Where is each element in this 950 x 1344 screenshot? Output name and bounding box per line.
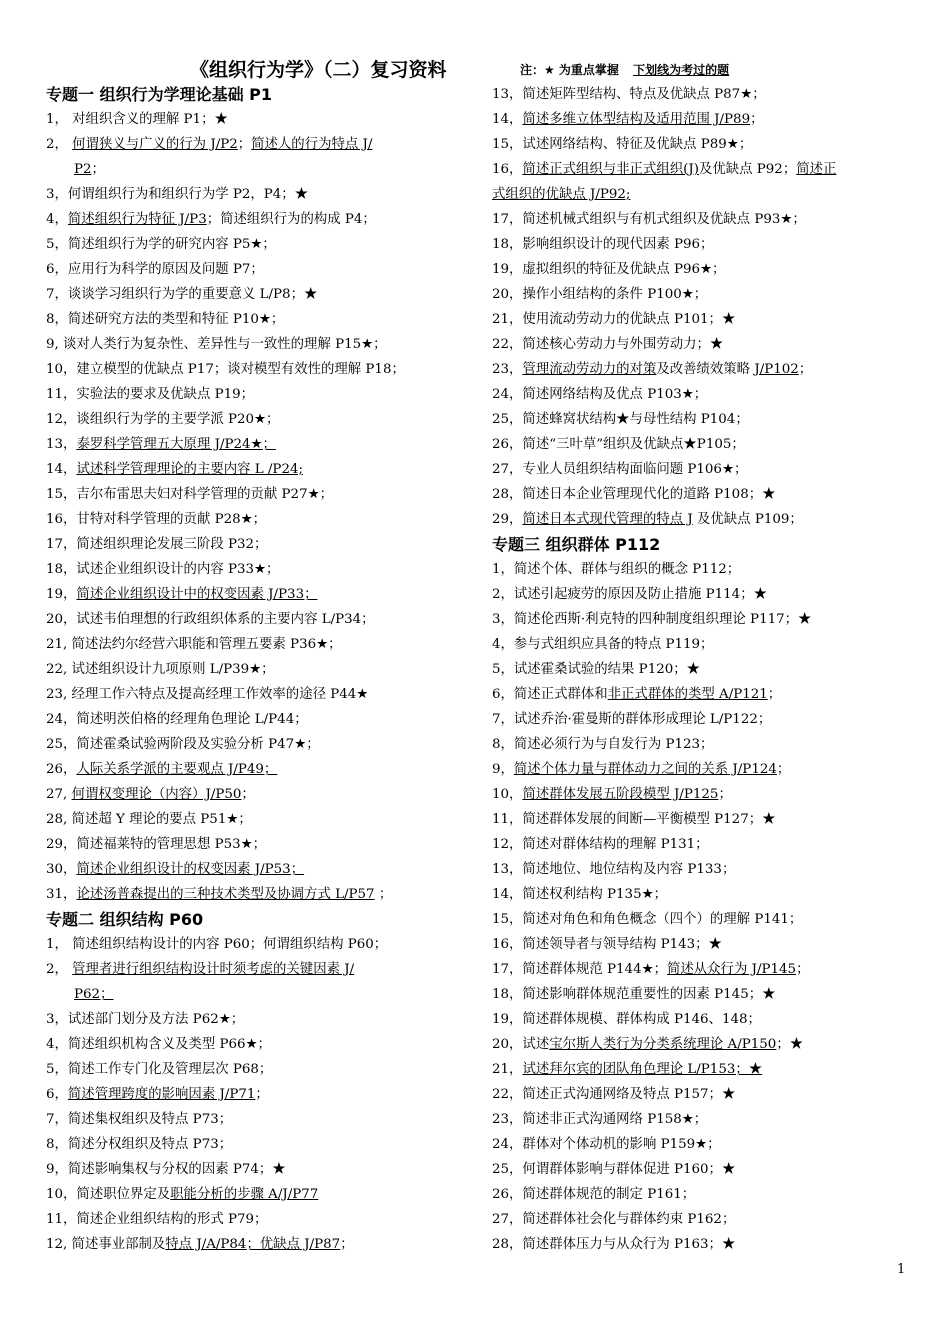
item-text: ；★ <box>776 1037 804 1052</box>
item-text: 2， <box>46 137 73 152</box>
item-text: ； <box>91 162 105 177</box>
list-item <box>46 432 464 457</box>
item-text: 22，简述正式沟通网络及特点 P157；★ <box>492 1087 736 1102</box>
underlined-text: 简述日本式现代管理的特点 J <box>522 512 693 527</box>
list-item <box>46 232 464 257</box>
item-text: 18，试述企业组织设计的内容 P33★； <box>46 562 280 577</box>
list-item <box>46 132 464 157</box>
list-item <box>46 782 464 807</box>
list-item <box>46 1057 464 1082</box>
item-text: ； <box>798 362 813 377</box>
legend-underline-note: 下划线为考过的题 <box>633 63 730 77</box>
item-text: 9， <box>492 762 514 777</box>
item-text: 17，简述组织理论发展三阶段 P32； <box>46 537 268 552</box>
item-text: ； <box>237 137 252 152</box>
item-text: 29， <box>492 512 523 527</box>
item-text: 24，简述网络结构及优点 P103★； <box>492 387 708 402</box>
item-text: 26，简述群体规范的制定 P161； <box>492 1187 696 1202</box>
item-text: 12，简述对群体结构的理解 P131； <box>492 837 709 852</box>
section-heading <box>46 82 464 107</box>
underlined-text: 人际关系学派的主要观点 J/P49； <box>76 762 278 777</box>
item-text: 23，简述非正式沟通网络 P158★； <box>492 1112 708 1127</box>
list-item <box>492 982 912 1007</box>
item-text: 18，影响组织设计的现代因素 P96； <box>492 237 714 252</box>
list-item <box>492 282 912 307</box>
list-item <box>46 482 464 507</box>
item-text: 专题二 组织结构 P60 <box>46 910 204 929</box>
list-item <box>46 1032 464 1057</box>
item-text: 24，简述明茨伯格的经理角色理论 L/P44； <box>46 712 308 727</box>
item-text: 及优缺点 P92； <box>698 162 797 177</box>
list-item <box>492 1057 912 1082</box>
item-text: 16， <box>492 162 523 177</box>
list-item <box>46 632 464 657</box>
list-item <box>46 532 464 557</box>
list-item <box>46 332 464 357</box>
list-item <box>492 257 912 282</box>
item-text: 13，简述地位、地位结构及内容 P133； <box>492 862 736 877</box>
item-text: 15，简述对角色和角色概念（四个）的理解 P141； <box>492 912 803 927</box>
list-item <box>46 182 464 207</box>
item-text: 20，试述 <box>492 1037 550 1052</box>
item-text: 3，简述伦西斯·利克特的四种制度组织理论 P117；★ <box>492 612 812 627</box>
item-text: 17，简述机械式组织与有机式组织及优缺点 P93★； <box>492 212 806 227</box>
list-item <box>46 1007 464 1032</box>
item-text: 21，使用流动劳动力的优缺点 P101；★ <box>492 312 736 327</box>
item-text: 8，简述必须行为与自发行为 P123； <box>492 737 714 752</box>
item-text: 12，谈组织行为学的主要学派 P20★； <box>46 412 280 427</box>
list-item <box>492 207 912 232</box>
item-text: 26， <box>46 762 77 777</box>
item-text: 4，参与式组织应具备的特点 P119； <box>492 637 714 652</box>
list-item <box>492 657 912 682</box>
list-item <box>46 707 464 732</box>
item-text: 专题一 组织行为学理论基础 P1 <box>46 85 273 104</box>
item-text: 4，简述组织机构含义及类型 P66★； <box>46 1037 271 1052</box>
underlined-text: 特点 J/A/P84；优缺点 J/P87 <box>165 1237 341 1252</box>
list-item <box>492 582 912 607</box>
list-item <box>492 857 912 882</box>
section-heading <box>46 907 464 932</box>
left-column <box>46 82 464 1257</box>
item-text: 31， <box>46 887 77 902</box>
list-item <box>46 457 464 482</box>
list-item <box>492 607 912 632</box>
item-text: 7，试述乔治·霍曼斯的群体形成理论 L/P122； <box>492 712 772 727</box>
list-item <box>46 1157 464 1182</box>
right-column <box>492 82 912 1257</box>
underlined-text: 简述从众行为 J/P145 <box>667 962 797 977</box>
item-text: 13，简述矩阵型结构、特点及优缺点 P87★； <box>492 87 766 102</box>
item-text: 9，简述影响集权与分权的因素 P74；★ <box>46 1162 286 1177</box>
item-text: 21， <box>492 1062 523 1077</box>
item-text: 27，简述群体社会化与群体约束 P162； <box>492 1212 736 1227</box>
list-item <box>46 982 464 1007</box>
underlined-text: 何谓狭义与广义的行为 J/P2 <box>72 137 238 152</box>
list-item <box>492 932 912 957</box>
item-text: 22, 试述组织设计九项原则 L/P39★； <box>46 662 275 677</box>
list-item <box>492 682 912 707</box>
item-text: 6，简述正式群体和 <box>492 687 608 702</box>
legend-star-note: 注：★ 为重点掌握 <box>520 63 619 77</box>
list-item <box>492 232 912 257</box>
item-text: 11，简述企业组织结构的形式 P79； <box>46 1212 268 1227</box>
underlined-text: J/P102 <box>754 362 799 377</box>
underlined-text: 简述正式组织与非正式组织(J) <box>522 162 699 177</box>
item-text: 14， <box>492 112 523 127</box>
item-text: 28, 简述超 Y 理论的要点 P51★； <box>46 812 252 827</box>
list-item <box>492 157 912 182</box>
underlined-text: P2 <box>74 162 92 177</box>
list-item <box>492 1107 912 1132</box>
list-item <box>46 357 464 382</box>
underlined-text: 简述群体发展五阶段模型 J/P125 <box>522 787 719 802</box>
list-item <box>492 1032 912 1057</box>
item-text: 4， <box>46 212 68 227</box>
item-text: 11，简述群体发展的间断—平衡模型 P127；★ <box>492 812 776 827</box>
item-text: 8，简述分权组织及特点 P73； <box>46 1137 233 1152</box>
list-item <box>492 1207 912 1232</box>
item-text: 15，试述网络结构、特征及优缺点 P89★； <box>492 137 753 152</box>
item-text: ； <box>340 1237 354 1252</box>
item-text: 27，专业人员组织结构面临问题 P106★； <box>492 462 748 477</box>
list-item <box>46 1107 464 1132</box>
list-item <box>492 1232 912 1257</box>
item-text: 21, 简述法约尔经营六职能和管理五要素 P36★； <box>46 637 342 652</box>
item-text: 2， <box>46 962 73 977</box>
item-text: 20，试述韦伯理想的行政组织体系的主要内容 L/P34； <box>46 612 375 627</box>
list-item <box>46 832 464 857</box>
item-text: 30， <box>46 862 77 877</box>
list-item <box>492 782 912 807</box>
underlined-text: 非正式群体的类型 A/P121 <box>607 687 768 702</box>
item-text: 3，何谓组织行为和组织行为学 P2，P4；★ <box>46 187 309 202</box>
item-text: 1，简述个体、群体与组织的概念 P112； <box>492 562 741 577</box>
list-item <box>46 857 464 882</box>
list-item <box>46 657 464 682</box>
item-text: 19，虚拟组织的特征及优缺点 P96★； <box>492 262 726 277</box>
list-item <box>46 932 464 957</box>
list-item <box>46 732 464 757</box>
item-text: 2，试述引起疲劳的原因及防止措施 P114；★ <box>492 587 767 602</box>
underlined-text: 式组织的优缺点 J/P92; <box>492 187 631 202</box>
item-text: 14，简述权利结构 P135★； <box>492 887 667 902</box>
item-text: 25，简述霍桑试验两阶段及实验分析 P47★； <box>46 737 320 752</box>
item-text: 22，简述核心劳动力与外围劳动力；★ <box>492 337 724 352</box>
item-text: 7，谈谈学习组织行为学的重要意义 L/P8；★ <box>46 287 318 302</box>
list-item <box>492 432 912 457</box>
list-item <box>46 757 464 782</box>
item-text: 1， 对组织含义的理解 P1；★ <box>46 112 228 127</box>
list-item <box>46 282 464 307</box>
underlined-text: 简述企业组织设计的权变因素 J/P53； <box>76 862 305 877</box>
item-text: 8，简述研究方法的类型和特征 P10★； <box>46 312 285 327</box>
list-item <box>46 382 464 407</box>
underlined-text: 职能分析的步骤 A/J/P77 <box>170 1187 319 1202</box>
item-text: 及优缺点 P109； <box>692 512 803 527</box>
underlined-text: 简述人的行为特点 J/ <box>251 137 373 152</box>
list-item <box>46 1082 464 1107</box>
list-item <box>492 507 912 532</box>
list-item <box>46 1132 464 1157</box>
item-text: ； <box>255 1087 269 1102</box>
list-item <box>492 732 912 757</box>
item-text: 10，建立模型的优缺点 P17；谈对模型有效性的理解 P18； <box>46 362 405 377</box>
list-item <box>492 457 912 482</box>
list-item <box>492 382 912 407</box>
list-item <box>492 957 912 982</box>
underlined-text: 论述汤普森提出的三种技术类型及协调方式 L/P57 <box>76 887 375 902</box>
list-item <box>492 832 912 857</box>
item-text: 18，简述影响群体规范重要性的因素 P145；★ <box>492 987 776 1002</box>
item-text: 29，简述福莱特的管理思想 P53★； <box>46 837 267 852</box>
underlined-text: 简述组织行为特征 J/P3 <box>67 212 207 227</box>
list-item <box>46 957 464 982</box>
list-item <box>492 407 912 432</box>
item-text: 5，简述工作专门化及管理层次 P68； <box>46 1062 273 1077</box>
underlined-text: 宝尔斯人类行为分类系统理论 A/P150 <box>549 1037 777 1052</box>
item-text: 25，简述蜂窝状结构★与母性结构 P104； <box>492 412 749 427</box>
item-text: ；简述组织行为的构成 P4； <box>206 212 376 227</box>
item-text: 26，简述“三叶草”组织及优缺点★P105； <box>492 437 745 452</box>
item-text: 12, 简述事业部制及 <box>46 1237 166 1252</box>
item-text: 10， <box>492 787 523 802</box>
item-text: 14， <box>46 462 77 477</box>
item-text: 16，甘特对科学管理的贡献 P28★； <box>46 512 267 527</box>
list-item <box>492 707 912 732</box>
underlined-text: 试述拜尔宾的团队角色理论 L/P153；★ <box>522 1062 763 1077</box>
list-item <box>46 682 464 707</box>
list-item <box>46 157 464 182</box>
list-item <box>492 757 912 782</box>
item-text: ； <box>776 762 791 777</box>
underlined-text: 简述正 <box>796 162 837 177</box>
item-text: ； <box>767 687 782 702</box>
list-item <box>46 582 464 607</box>
item-text: 19， <box>46 587 77 602</box>
underlined-text: P62； <box>74 987 114 1002</box>
list-item <box>492 182 912 207</box>
underlined-text: 试述科学管理理论的主要内容 L /P24; <box>76 462 303 477</box>
item-text: 6， <box>46 1087 68 1102</box>
item-text: 11，实验法的要求及优缺点 P19； <box>46 387 255 402</box>
item-text: 23， <box>492 362 523 377</box>
underlined-text: 何谓权变理论（内容）J/P50 <box>71 787 242 802</box>
section-heading <box>492 532 912 557</box>
item-text: 24，群体对个体动机的影响 P159★； <box>492 1137 721 1152</box>
list-item <box>46 557 464 582</box>
list-item <box>492 882 912 907</box>
list-item <box>46 1207 464 1232</box>
underlined-text: 管理流动劳动力的对策 <box>522 362 657 377</box>
item-text: 5，试述霍桑试验的结果 P120；★ <box>492 662 701 677</box>
underlined-text: 泰罗科学管理五大原理 J/P24★； <box>76 437 276 452</box>
item-text: 25，何谓群体影响与群体促进 P160；★ <box>492 1162 736 1177</box>
item-text: 3，试述部门划分及方法 P62★； <box>46 1012 245 1027</box>
list-item <box>492 632 912 657</box>
list-item <box>492 907 912 932</box>
item-text: 7，简述集权组织及特点 P73； <box>46 1112 233 1127</box>
item-text: 19，简述群体规模、群体构成 P146、148； <box>492 1012 761 1027</box>
list-item <box>46 882 464 907</box>
document-header <box>0 55 950 81</box>
list-item <box>46 1232 464 1257</box>
legend-note <box>520 61 729 78</box>
item-text: 23, 经理工作六特点及提高经理工作效率的途径 P44★ <box>46 687 369 702</box>
underlined-text: 管理者进行组织结构设计时须考虑的关键因素 J/ <box>72 962 355 977</box>
item-text: 及改善绩效策略 <box>656 362 755 377</box>
list-item <box>492 482 912 507</box>
underlined-text: 简述多维立体型结构及适用范围 J/P89 <box>522 112 751 127</box>
underlined-text: 简述企业组织设计中的权变因素 J/P33； <box>76 587 318 602</box>
item-text: 27, <box>46 787 72 802</box>
list-item <box>46 507 464 532</box>
item-text: 17，简述群体规范 P144★； <box>492 962 667 977</box>
item-text: 28，简述日本企业管理现代化的道路 P108；★ <box>492 487 776 502</box>
item-text: 16，简述领导者与领导结构 P143；★ <box>492 937 722 952</box>
list-item <box>492 82 912 107</box>
list-item <box>492 357 912 382</box>
list-item <box>492 107 912 132</box>
list-item <box>492 807 912 832</box>
list-item <box>46 207 464 232</box>
item-text: 专题三 组织群体 P112 <box>492 535 661 554</box>
item-text: 28，简述群体压力与从众行为 P163；★ <box>492 1237 736 1252</box>
item-text: ； <box>750 112 764 127</box>
list-item <box>492 1132 912 1157</box>
underlined-text: 简述管理跨度的影响因素 J/P71 <box>67 1087 256 1102</box>
list-item <box>492 1182 912 1207</box>
list-item <box>46 607 464 632</box>
item-text: ； <box>796 962 810 977</box>
list-item <box>46 307 464 332</box>
item-text: 15，吉尔布雷思夫妇对科学管理的贡献 P27★； <box>46 487 333 502</box>
document-title: 《组织行为学》（二）复习资料 <box>190 59 447 81</box>
list-item <box>492 132 912 157</box>
list-item <box>46 1182 464 1207</box>
list-item <box>492 307 912 332</box>
item-text: ； <box>374 887 393 902</box>
list-item <box>46 407 464 432</box>
item-text: 13， <box>46 437 77 452</box>
item-text: 5，简述组织行为学的研究内容 P5★； <box>46 237 276 252</box>
list-item <box>492 1157 912 1182</box>
item-text: 10，简述职位界定及 <box>46 1187 171 1202</box>
item-text: ； <box>241 787 255 802</box>
item-text: 1， 简述组织结构设计的内容 P60；何谓组织结构 P60； <box>46 937 388 952</box>
item-text: 6，应用行为科学的原因及问题 P7； <box>46 262 264 277</box>
list-item <box>492 1082 912 1107</box>
item-text: ； <box>718 787 732 802</box>
list-item <box>492 332 912 357</box>
page-number: 1 <box>897 1262 906 1277</box>
list-item <box>492 1007 912 1032</box>
list-item <box>492 557 912 582</box>
item-text: 9, 谈对人类行为复杂性、差异性与一致性的理解 P15★； <box>46 337 387 352</box>
item-text: 20，操作小组结构的条件 P100★； <box>492 287 708 302</box>
underlined-text: 简述个体力量与群体动力之间的关系 J/P124 <box>513 762 777 777</box>
list-item <box>46 107 464 132</box>
list-item <box>46 257 464 282</box>
list-item <box>46 807 464 832</box>
